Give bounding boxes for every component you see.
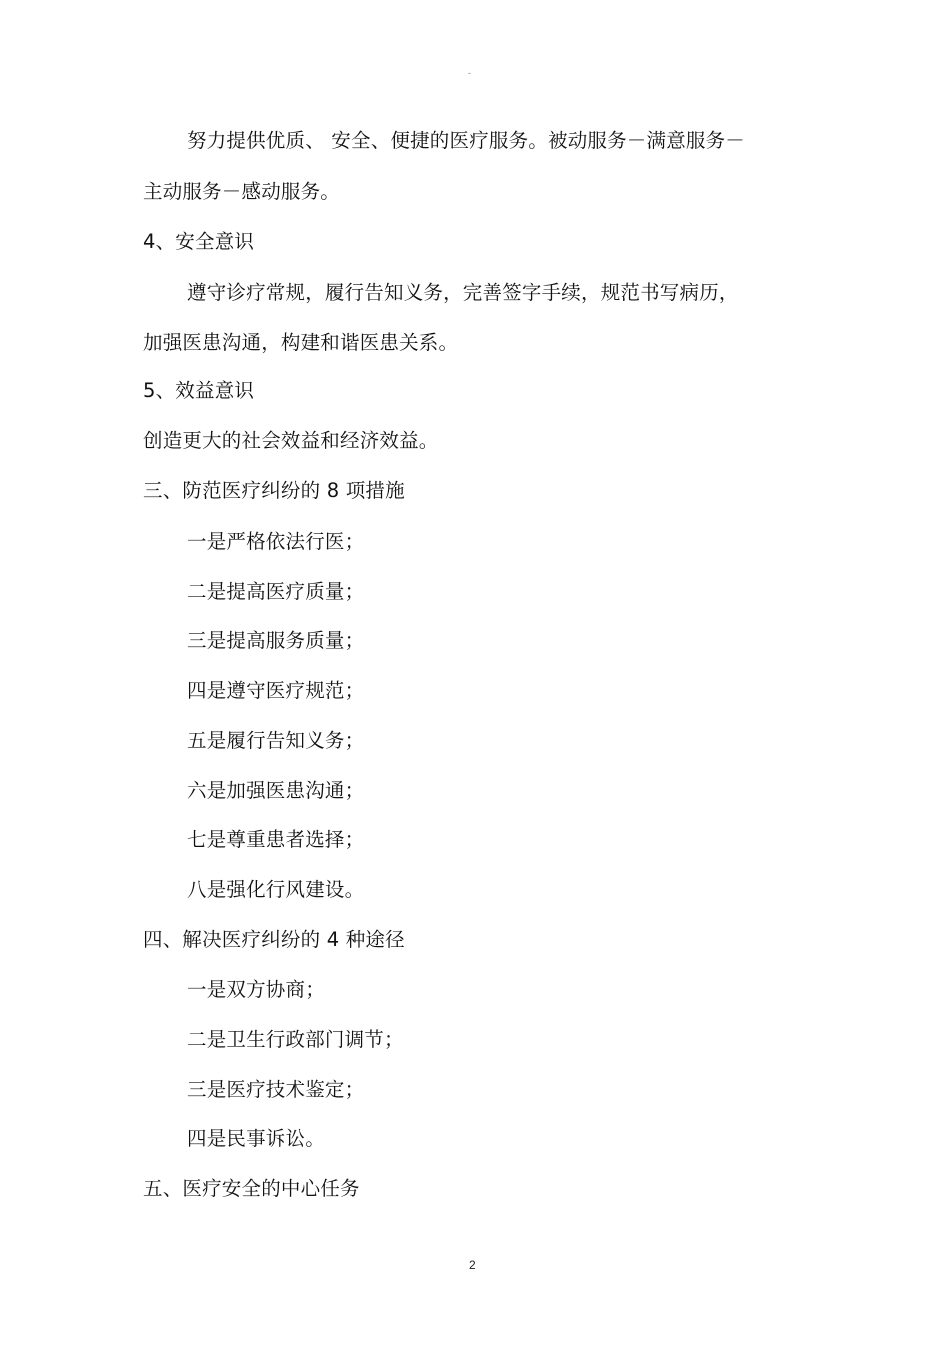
list-item: 八是强化行风建设。 [187,878,365,901]
paragraph-line: 努力提供优质、 安全、便捷的医疗服务。被动服务－满意服务－ [187,129,745,152]
list-item: 六是加强医患沟通； [187,779,365,802]
list-item: 七是尊重患者选择； [187,828,365,851]
paragraph-line: 遵守诊疗常规，履行告知义务，完善签字手续，规范书写病历， [187,281,739,304]
page-number: 2 [469,1258,476,1272]
list-item: 三是医疗技术鉴定； [187,1078,365,1101]
subheading-benefit-awareness: 5、效益意识 [143,379,255,402]
paragraph-line: 创造更大的社会效益和经济效益。 [143,429,439,452]
section-title-resolution-routes: 四、解决医疗纠纷的 4 种途径 [143,928,405,951]
subheading-safety-awareness: 4、安全意识 [143,230,255,253]
list-item: 四是民事诉讼。 [187,1127,325,1150]
section-title-prevention-measures: 三、防范医疗纠纷的 8 项措施 [143,479,405,502]
paragraph-line: 主动服务－感动服务。 [143,180,341,203]
list-item: 二是卫生行政部门调节； [187,1028,404,1051]
list-item: 二是提高医疗质量； [187,580,365,603]
section-title-central-task: 五、医疗安全的中心任务 [143,1177,360,1200]
list-item: 一是双方协商； [187,978,325,1001]
list-item: 五是履行告知义务； [187,729,365,752]
list-item: 一是严格依法行医； [187,530,365,553]
paragraph-line: 加强医患沟通，构建和谐医患关系。 [143,331,459,354]
list-item: 四是遵守医疗规范； [187,679,365,702]
list-item: 三是提高服务质量； [187,629,365,652]
header-mark: - [468,68,471,78]
